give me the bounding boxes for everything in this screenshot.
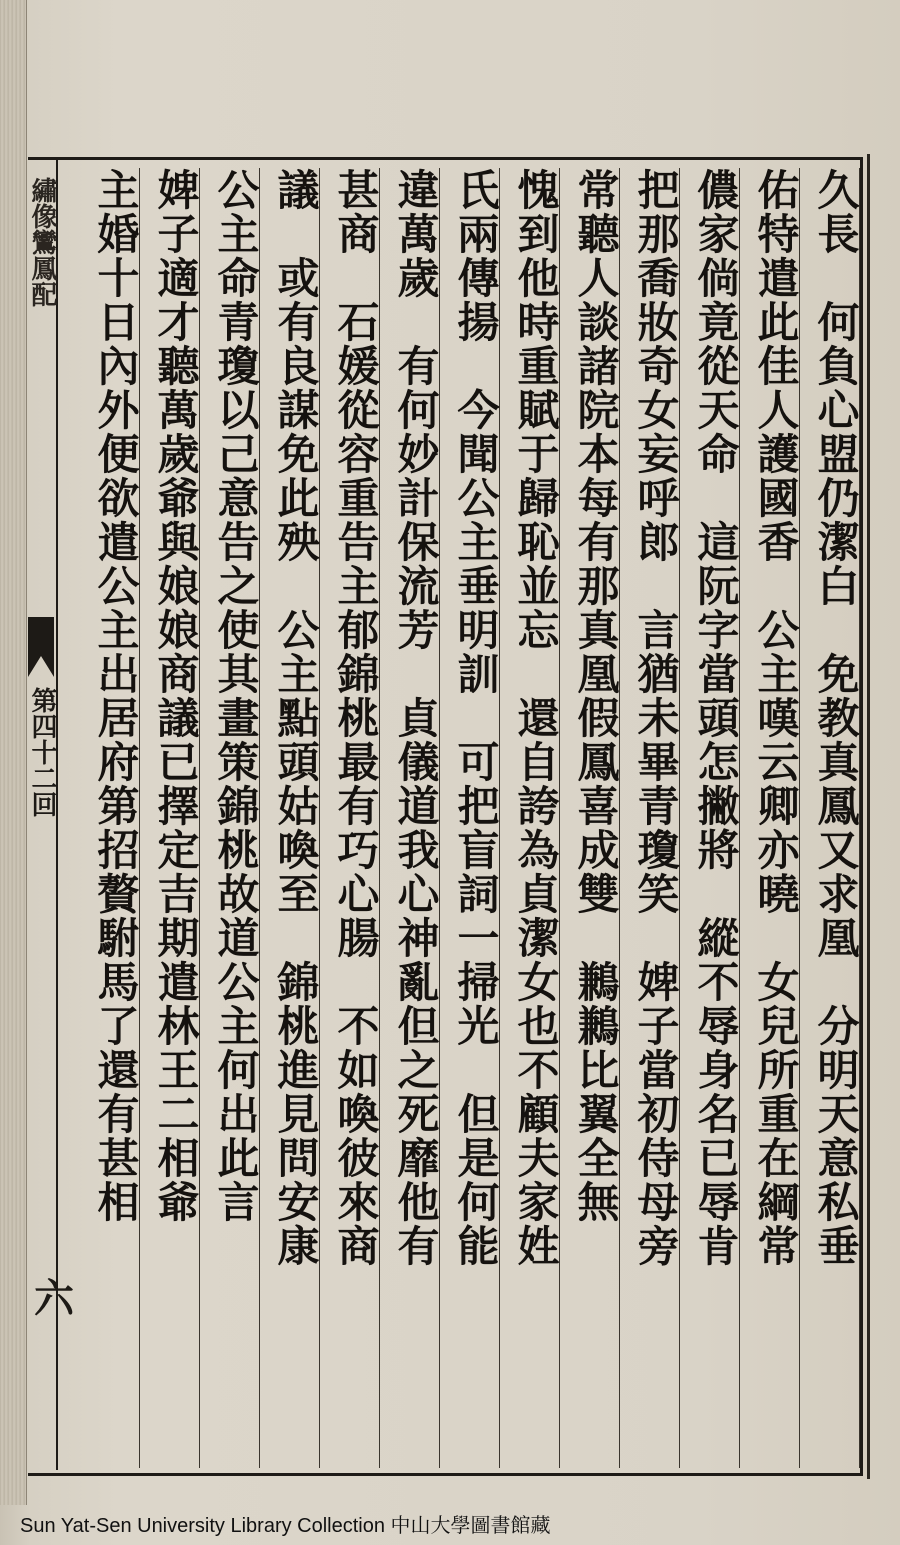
column-text: 婢子適才聽萬歲爺與娘娘商議已擇定吉期遣林王二相爺	[151, 168, 201, 1224]
column-text: 佑特遣此佳人護國香 公主嘆云卿亦曉 女兒所重在綱常	[751, 168, 801, 1268]
text-block	[56, 160, 860, 1470]
text-column	[572, 168, 620, 1468]
column-text: 愧到他時重賦于歸恥並忘 還自誇為貞潔女也不顧夫家姓	[511, 168, 561, 1268]
column-text: 久長 何負心盟仍潔白 免教真鳳又求凰 分明天意私垂	[811, 168, 861, 1268]
column-text: 把那喬妝奇女妄呼郎 言猶未畢青瓊笑 婢子當初侍母旁	[631, 168, 681, 1268]
text-column	[212, 168, 260, 1468]
chapter-label: 第四十二回	[27, 687, 57, 817]
column-text: 公主命青瓊以己意告之使其畫策錦桃故道公主何出此言	[211, 168, 261, 1224]
column-text: 常聽人談諸院本每有那真凰假鳳喜成雙 鶼鶼比翼全無	[571, 168, 621, 1224]
text-column	[152, 168, 200, 1468]
text-column	[392, 168, 440, 1468]
text-column	[812, 168, 860, 1468]
text-column	[92, 168, 140, 1468]
text-column	[632, 168, 680, 1468]
collection-caption: Sun Yat-Sen University Library Collection 中山大學圖書館藏	[20, 1515, 551, 1537]
text-column	[752, 168, 800, 1468]
book-title: 繡像鸞鳳配	[27, 177, 57, 307]
column-text: 儂家倘竟從天命 這阮字當頭怎撇將 縱不辱身名已辱肯	[691, 168, 741, 1268]
column-text: 違萬歲 有何妙計保流芳 貞儀道我心神亂但之死靡他有	[391, 168, 441, 1268]
column-text: 氏兩傳揚 今聞公主垂明訓 可把盲詞一掃光 但是何能	[451, 168, 501, 1268]
text-column	[452, 168, 500, 1468]
page-number: 六	[34, 1275, 74, 1322]
text-column	[512, 168, 560, 1468]
book-spine	[0, 0, 27, 1505]
column-text: 議 或有良謀免此殃 公主點頭姑喚至 錦桃進見問安康	[271, 168, 321, 1268]
column-text: 主婚十日內外便欲遣公主出居府第招贅駙馬了還有甚相	[91, 168, 141, 1224]
text-column	[692, 168, 740, 1468]
text-column	[272, 168, 320, 1468]
text-column	[332, 168, 380, 1468]
column-text: 甚商 石媛從容重告主郁錦桃最有巧心腸 不如喚彼來商	[331, 168, 381, 1268]
